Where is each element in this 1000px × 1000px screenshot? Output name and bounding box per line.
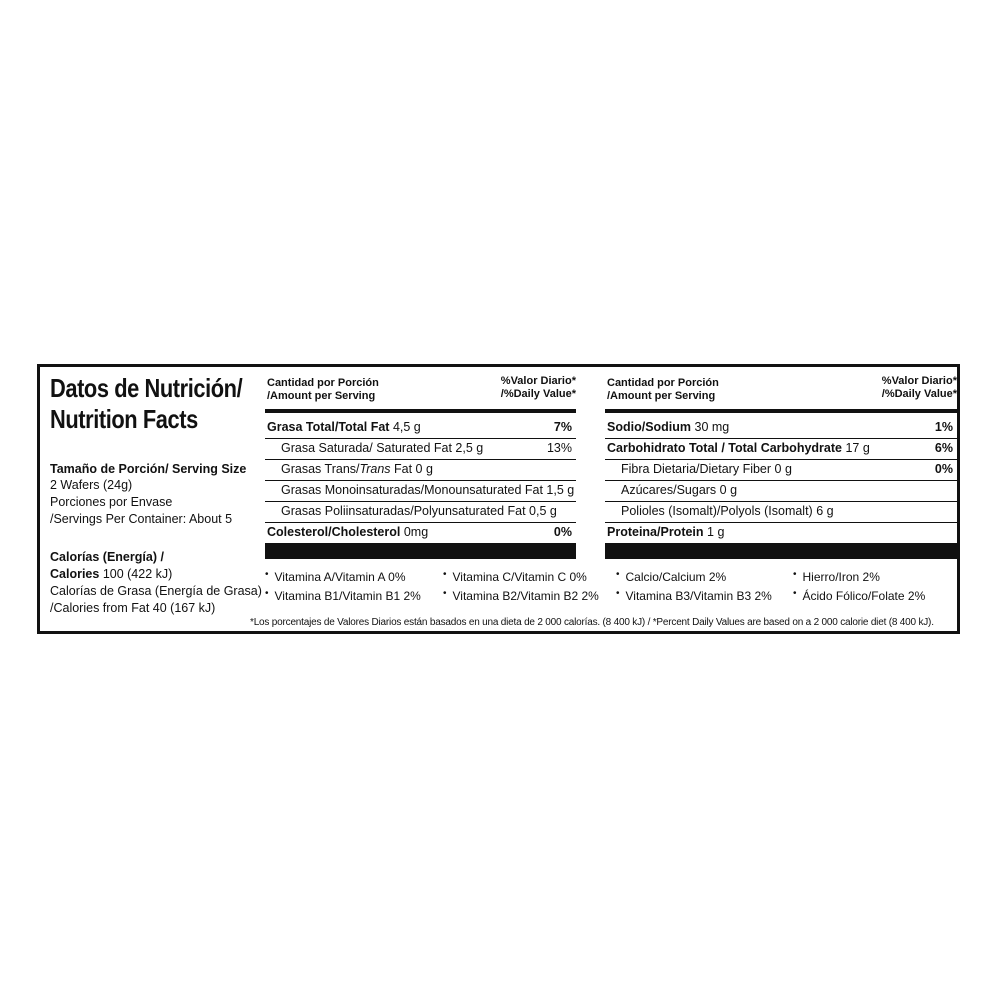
bottom-bar (265, 543, 576, 559)
nutrient-label: Azúcares/Sugars 0 g (621, 483, 738, 497)
nutrient-row (265, 501, 576, 523)
bottom-bar (605, 543, 957, 559)
servings-per-container-2: /Servings Per Container: About 5 (50, 512, 233, 526)
nutrient-label: Polioles (Isomalt)/Polyols (Isomalt) 6 g (621, 504, 834, 518)
amount-per-serving: Cantidad por Porción /Amount per Serving (267, 377, 379, 402)
nutrient-row (605, 480, 957, 502)
nutrient-label: Fibra Dietaria/Dietary Fiber 0 g (621, 462, 792, 476)
daily-value-percent: 6% (934, 441, 953, 455)
nutrient-label: Carbohidrato Total / Total Carbohydrate 17 g (607, 441, 870, 455)
daily-value-percent: 0% (934, 462, 953, 476)
nutrient-row (265, 459, 576, 481)
serving-size-value: 2 Wafers (24g) (50, 478, 133, 492)
nutrition-label (37, 364, 960, 634)
label-title (50, 373, 242, 435)
nutrient-row (605, 438, 957, 460)
folic-acid: • Ácido Fólico/Folate 2% (793, 588, 926, 603)
nutrient-label: Grasas Trans/Trans Fat 0 g (281, 462, 433, 476)
daily-value-header: %Valor Diario* /%Daily Value* (500, 375, 576, 400)
nutrient-label: Proteina/Protein 1 g (607, 525, 725, 539)
vitamin-b3: • Vitamina B3/Vitamin B3 2% (616, 588, 772, 603)
nutrient-row (265, 438, 576, 460)
nutrient-label: Grasa Total/Total Fat 4,5 g (267, 420, 421, 434)
nutrient-column-a (265, 375, 576, 565)
title-line-1: Datos de Nutrición/ (50, 373, 243, 403)
daily-value-percent: 13% (546, 441, 572, 455)
vitamin-b1: • Vitamina B1/Vitamin B1 2% (265, 588, 421, 603)
iron: • Hierro/Iron 2% (793, 569, 880, 584)
nutrient-label: Grasas Monoinsaturadas/Monounsaturated Fat 1,5 g (281, 483, 575, 497)
title-line-2: Nutrition Facts (50, 404, 198, 434)
nutrient-label: Grasas Poliinsaturadas/Polyunsaturated Fat 0,5 g (281, 504, 557, 518)
vitamin-a: • Vitamina A/Vitamin A 0% (265, 569, 406, 584)
nutrient-row (265, 522, 576, 543)
nutrient-label: Grasa Saturada/ Saturated Fat 2,5 g (281, 441, 484, 455)
nutrient-row (605, 501, 957, 523)
nutrient-row (265, 417, 576, 439)
servings-per-container-1: Porciones por Envase (50, 495, 173, 509)
daily-value-percent: 0% (553, 525, 572, 539)
nutrient-row (605, 417, 957, 439)
vitamin-b2: • Vitamina B2/Vitamin B2 2% (443, 588, 599, 603)
nutrient-label: Sodio/Sodium 30 mg (607, 420, 730, 434)
nutrient-row (605, 522, 957, 543)
nutrient-label: Colesterol/Cholesterol 0mg (267, 525, 429, 539)
calories-from-fat-1: Calorías de Grasa (Energía de Grasa) (50, 584, 262, 598)
amount-per-serving: Cantidad por Porción /Amount per Serving (607, 377, 719, 402)
calories-heading: Calorías (Energía) / (50, 550, 164, 564)
column-header (265, 375, 576, 413)
footnote: *Los porcentajes de Valores Diarios están basados en una dieta de 2 000 calorías. (8 400 kJ) / *Percent Daily Values are based on a 2 000 calorie diet (8 400 kJ). (250, 617, 934, 628)
calories-value: Calories 100 (422 kJ) (50, 567, 173, 581)
daily-value-header: %Valor Diario* /%Daily Value* (881, 375, 957, 400)
daily-value-percent: 1% (934, 420, 953, 434)
calcium: • Calcio/Calcium 2% (616, 569, 727, 584)
nutrient-row (605, 459, 957, 481)
daily-value-percent: 7% (553, 420, 572, 434)
vitamin-c: • Vitamina C/Vitamin C 0% (443, 569, 587, 584)
column-header (605, 375, 957, 413)
nutrient-row (265, 480, 576, 502)
nutrient-column-b (605, 375, 957, 565)
serving-size-heading: Tamaño de Porción/ Serving Size (50, 462, 247, 476)
calories-from-fat-2: /Calories from Fat 40 (167 kJ) (50, 601, 216, 615)
